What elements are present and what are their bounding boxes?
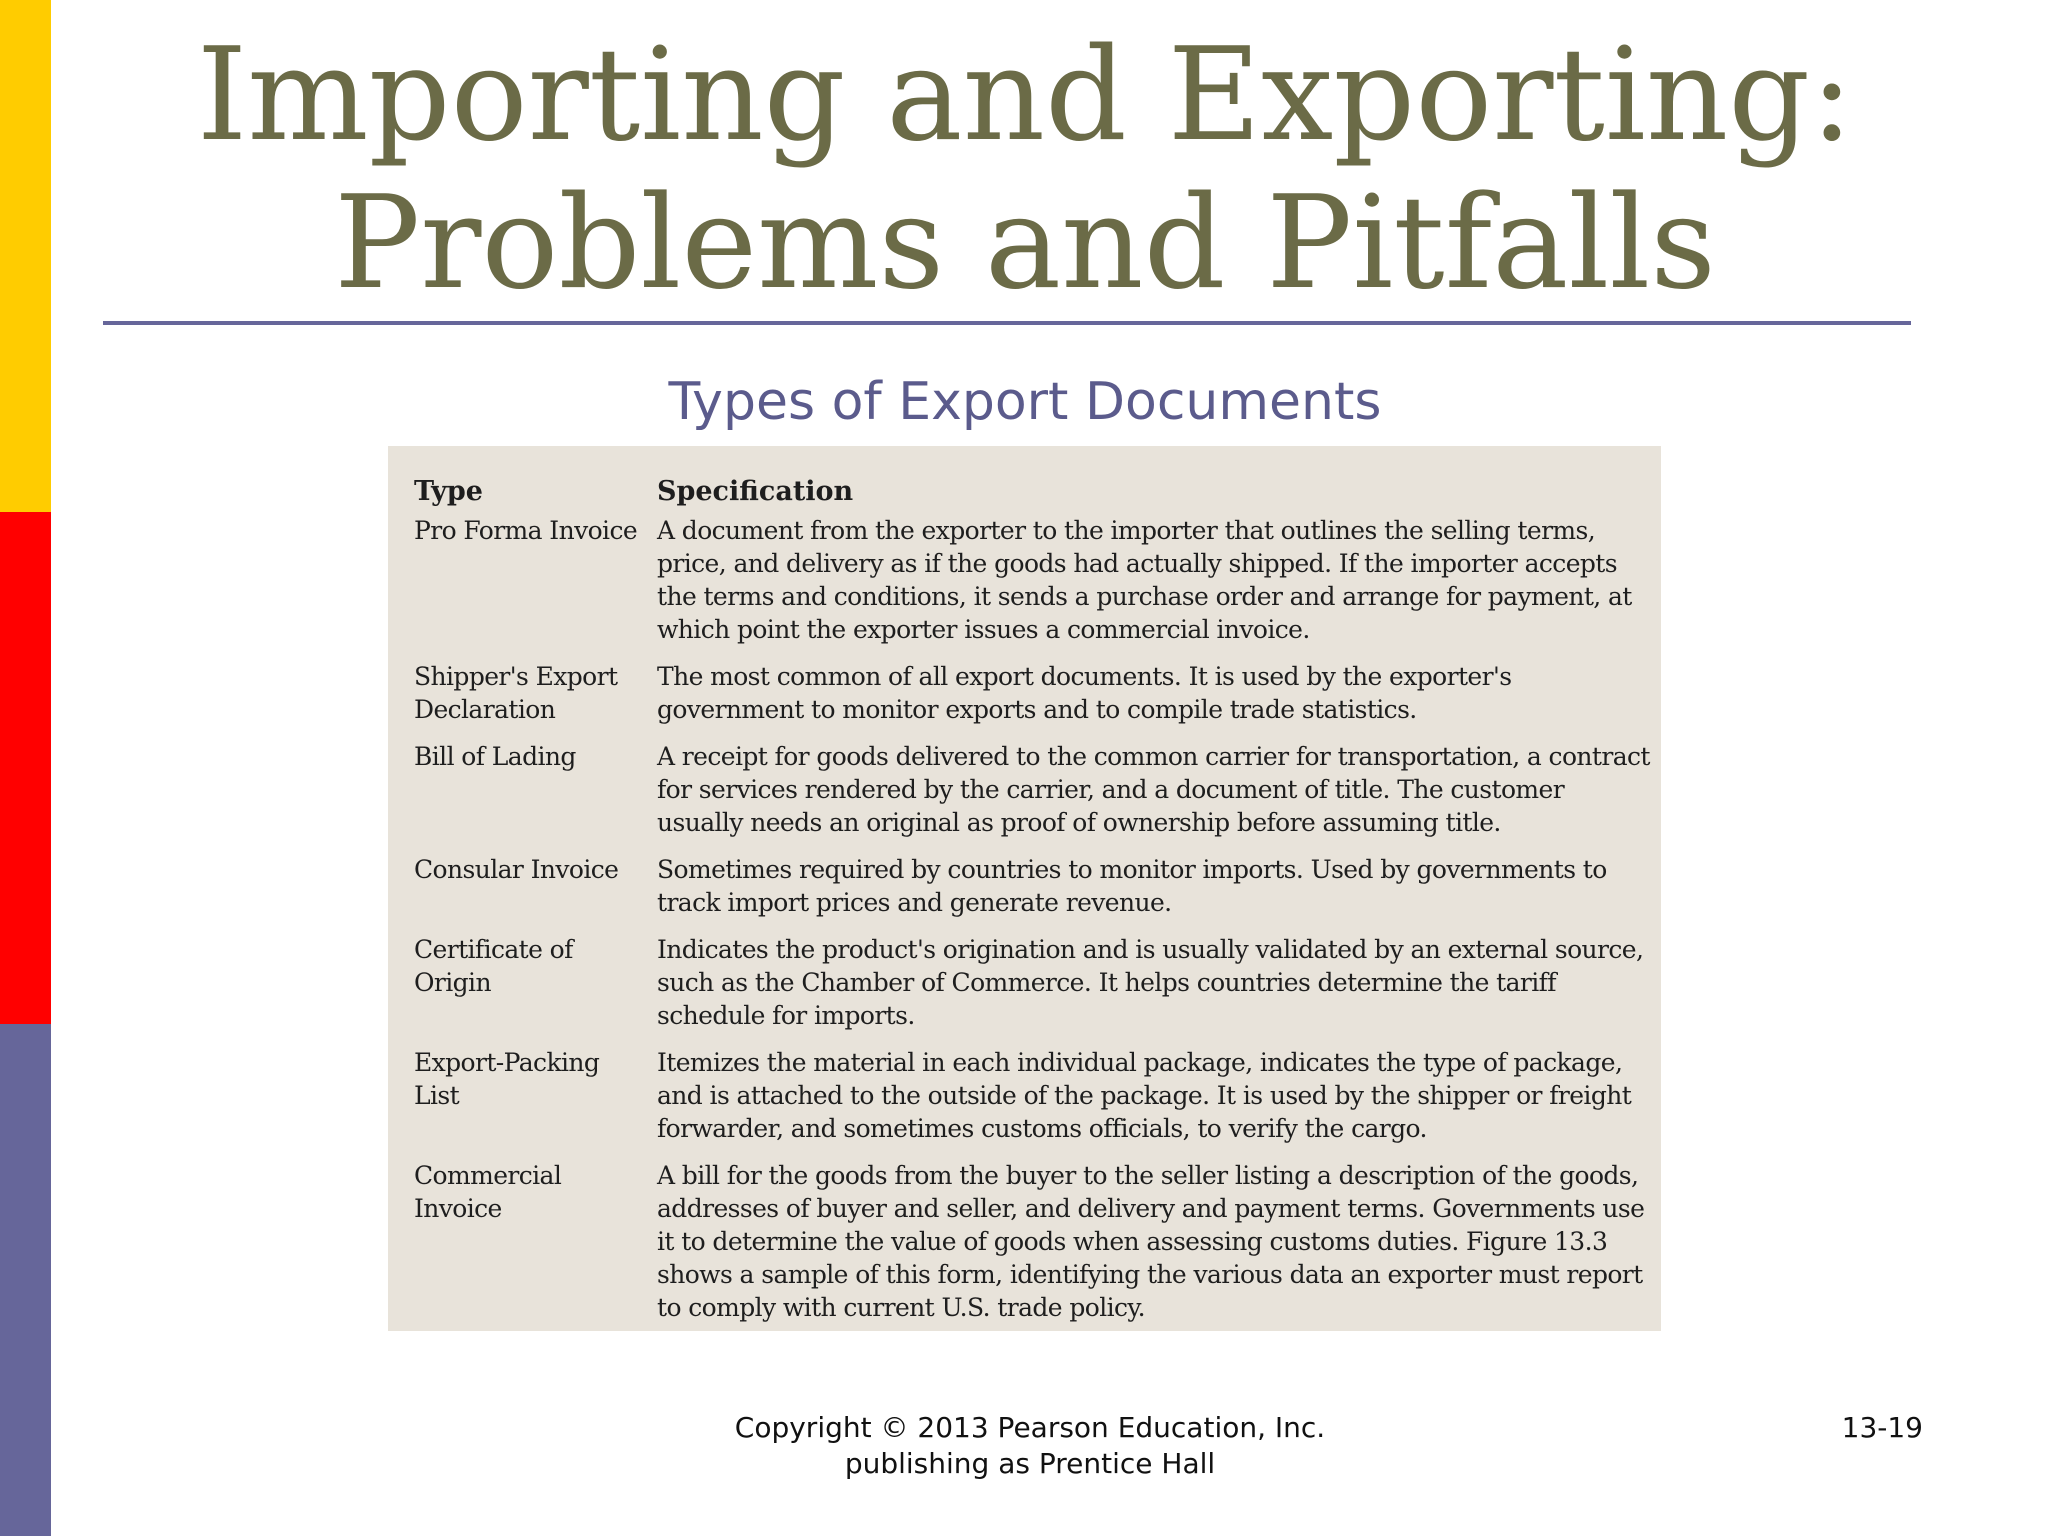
table-row bbox=[414, 660, 1651, 740]
table-row bbox=[414, 933, 1651, 1046]
footer-copyright-line-1: Copyright © 2013 Pearson Education, Inc. bbox=[734, 1411, 1326, 1444]
table-cell-specification: Indicates the product's origination and is usually validated by an external source, such as the Chamber of Commerce. It helps countries determine the tariff schedule for imports. bbox=[657, 935, 1644, 1030]
table-cell-type: Certificate of Origin bbox=[414, 935, 573, 997]
side-bar-yellow bbox=[0, 0, 51, 512]
table-cell-type: Consular Invoice bbox=[414, 855, 619, 884]
table-row bbox=[414, 1159, 1651, 1338]
table-cell-specification: Itemizes the material in each individual package, indicates the type of package, and is attached to the outside of the package. It is used by the shipper or freight forwarder, and sometimes customs officials, to verify the cargo. bbox=[657, 1048, 1632, 1143]
table-cell-type: Shipper's Export Declaration bbox=[414, 662, 618, 724]
slide-page-number: 13-19 bbox=[1841, 1411, 1923, 1444]
table-cell-specification: The most common of all export documents. It is used by the exporter's government to monitor exports and to compile trade statistics. bbox=[657, 662, 1512, 724]
table-cell-specification: A document from the exporter to the importer that outlines the selling terms, price, and delivery as if the goods had actually shipped. If the importer accepts the terms and conditions, it sends a purchase order and arrange for payment, at which point the exporter issues a commercial invoice. bbox=[657, 516, 1632, 644]
table-cell-type: Pro Forma Invoice bbox=[414, 516, 638, 545]
table-header-type: Type bbox=[414, 476, 483, 507]
export-documents-table-panel bbox=[388, 446, 1661, 1331]
table-row bbox=[414, 740, 1651, 853]
slide-title-line-2: Problems and Pitfalls bbox=[334, 169, 1716, 318]
table-cell-specification: A bill for the goods from the buyer to the seller listing a description of the goods, addresses of buyer and seller, and delivery and payment terms. Governments use it to determine the value of goods when assessing customs duties. Figure 13.3 shows a sample of this form, identifying the various data an exporter must report to comply with current U.S. trade policy. bbox=[657, 1161, 1645, 1322]
table-header-specification: Specification bbox=[657, 476, 854, 507]
table-row bbox=[414, 1046, 1651, 1159]
footer-copyright bbox=[640, 1410, 1420, 1482]
table-cell-specification: Sometimes required by countries to monitor imports. Used by governments to track import prices and generate revenue. bbox=[657, 855, 1607, 917]
side-bar-red bbox=[0, 512, 51, 1024]
slide-subtitle: Types of Export Documents bbox=[668, 372, 1382, 432]
slide-title bbox=[100, 22, 1950, 318]
table-row bbox=[414, 853, 1651, 933]
table-cell-specification: A receipt for goods delivered to the common carrier for transportation, a contract for services rendered by the carrier, and a document of title. The customer usually needs an original as proof of ownership before assuming title. bbox=[657, 742, 1650, 837]
footer-copyright-line-2: publishing as Prentice Hall bbox=[844, 1447, 1216, 1480]
table-cell-type: Commercial Invoice bbox=[414, 1161, 562, 1223]
table-cell-type: Bill of Lading bbox=[414, 742, 576, 771]
side-bar-blue bbox=[0, 1024, 51, 1536]
title-divider bbox=[103, 321, 1911, 325]
export-documents-table bbox=[414, 474, 1651, 1338]
table-cell-type: Export-Packing List bbox=[414, 1048, 600, 1110]
slide-title-line-1: Importing and Exporting: bbox=[196, 21, 1854, 170]
table-header-row bbox=[414, 474, 1651, 514]
table-row bbox=[414, 514, 1651, 660]
